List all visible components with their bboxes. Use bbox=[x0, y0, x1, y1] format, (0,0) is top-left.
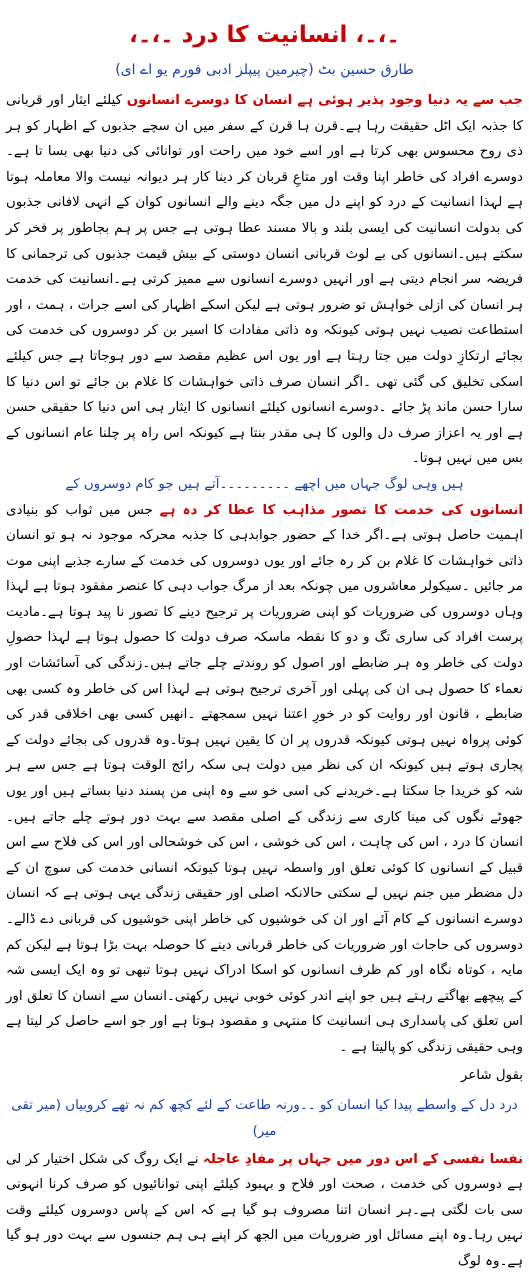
paragraph-2-lead: انسانوں کی خدمت کا تصور مذاہب کا عطا کر دہ ہے bbox=[159, 502, 523, 518]
paragraph-2 bbox=[6, 498, 523, 1061]
poet-attribution: بقول شاعر bbox=[460, 1067, 523, 1083]
couplet-1: ہیں وہی لوگ جہاں میں اچھے ۔۔۔۔۔۔۔۔۔آتے ہیں جو کام دوسروں کے bbox=[65, 476, 464, 492]
paragraph-1-body: کیلئے ایثار اور قربانی کا جذبہ ایک اٹل حقیقت رہا ہے۔قرن ہا قرن کے سفر میں ان سچے جذبوں کے اظہار کو ہر ذی روح محسوس بھی کرتا ہے اور اسے خود میں راحت اور توانائی کی دنیا بھی بسا تا ہے۔دوسرے افراد کی خاطر اپنا وقت اور متاعِ قربان کر دینا کار ہر دیوانہ نیست والا معاملہ ہوتا ہے لہذا انسانیت کے درد کو اپنے دل میں جگہ دینے والے انسانوں کوان کے انہی لافانی جذبوں کی بدولت انسانیت کی ایسی بلند و بالا مسند عطا ہوتی ہے جس پر ہم بجاطور پر فخر کر سکتے ہیں۔انسانوں کی بے لوث قربانی انسان دوستی کے بیش قیمت جذبوں کی ترجمانی کا فریضہ سر انجام دیتی ہے اور انہیں دوسرے انسانوں سے ممیز کرتی ہے۔انسانیت کی خدمت ہر انسان کی ازلی خواہش تو ضرور ہوتی ہے لیکن اسکے اظہار کی اسے جرات ، ہمت ، اور استطاعت نصیب نہیں ہوتی کیونکہ وہ ذاتی مفادات کا اسیر بن کر دوسروں کی خدمت کی بجائے ارتکازِ دولت میں جتا رہتا ہے اور یوں اس عظیم مقصد سے دور ہوجاتا ہے جس کیلئے اسکی تخلیق کی گئی تھی ۔اگر انسان صرف ذاتی خواہشات کا غلام بن جائے تو اس دنیا کا سارا حسن ماند پڑ جائے ۔دوسرے انسانوں کیلئے انسانوں کا ایثار ہی اس دنیا کا حقیقی حسن ہے اور یہ اعزاز صرف دل والوں کا ہی مقدر بنتا ہے کیونکہ اس راہ پر چلنا عام انسانوں کے بس میں نہیں ہوتا۔ bbox=[6, 93, 523, 467]
paragraph-3 bbox=[6, 1147, 523, 1275]
paragraph-1 bbox=[6, 88, 523, 472]
paragraph-1-lead: جب سے یہ دنیا وجود پذیر ہوئی ہے انسان کا دوسرے انسانوں bbox=[126, 93, 523, 108]
couplet-2: درد دل کے واسطے پیدا کیا انسان کو ۔۔ورنہ طاعت کے لئے کچھ کم نہ تھے کروبیاں (میر تقی میر) bbox=[11, 1097, 518, 1139]
author-byline: طارق حسین بٹ (چیرمین پیپلز ادبی فورم یو اے ای) bbox=[115, 62, 414, 78]
paragraph-2-body: جس میں ثواب کو بنیادی اہمیت حاصل ہوتی ہے۔اگر خدا کے حضور جوابدہی کا جذبہ محرکہ موجود نہ ہو تو انسان ذاتی خواہشات کا غلام بن کر رہ جائے اور یوں دوسروں کی خدمت کے سارے جذبے اپنی موت مر جائیں ۔سیکولر معاشروں میں چونکہ بعد از مرگ جواب دہی کا عنصر مفقود ہوتا ہے لہذا وہاں دوسروں کی ضروریات کو اپنی ضروریات پر ترجیح دینے کا تصور نا پید ہوتا ہے۔مادیت پرست افراد کی ساری تگ و دو کا نقطہ ماسکہ صرف دولت کا حصول ہوتا ہے لہذا حصولِ دولت کی خاطر وہ ہر ضابطے اور اصول کو روندتے چلے جاتے ہیں۔زندگی کی آسائشات اور نعماء کا حصول ہی ان کی پہلی اور آخری ترجیح ہوتی ہے لہذا اس کی خاطر وہ کسی بھی ضابطے ، قانون اور روایت کو در خورِ اعتنا نہیں سمجھتے ۔انھیں کسی بھی اخلاقی قدر کی کوئی پرواہ نہیں ہوتی کیونکہ قدروں پر ان کا یقین نہیں ہوتا۔وہ قدروں کی بجائے دولت کے پجاری ہوتے ہیں کیونکہ ان کی نظر میں دولت ہی سکہ رائج الوقت ہوتا ہے جس سے ہر شہ کو خریدا جا سکتا ہے۔خریدنے کی اسی خو سے وہ اپنی من پسند دنیا بساتے ہیں اور یوں جھوٹے نگوں کی مینا کاری سے زندگی کے اصلی مقصد سے بہت دور ہوتے چلے جاتے ہیں۔انسان کا درد ، اس کی چاہت ، اس کی خوشی ، اس کی خوشحالی اور اس کی فلاح سے اس قبیل کے انسانوں کا کوئی تعلق اور واسطہ نہیں ہوتا کیونکہ انسانی خدمت کی سوچ ان کے دل مضطر میں جنم نہیں لے سکتی حالانکہ اصلی اور حقیقی زندگی یہی ہوتی ہے کہ انسان دوسرے انسانوں کے کام آئے اور ان کی خوشیوں کی خاطر اپنی خوشیوں کی قربانی دے ڈالے۔دوسروں کی حاجات اور ضروریات کی خاطر قربانی دینے کا حوصلہ بہت بڑا ہوتا ہے لیکن کم مایہ ، کوتاہ نگاہ اور کم ظرف انسانوں کو اسکا ادراک نہیں ہوتا تبھی تو وہ ایک ایسی شہ کے پیچھے بھاگتے رہتے ہیں جو اپنے اندر کوئی خوبی نہیں رکھتی۔انسان سے انسان کا تعلق اور اس تعلق کی پاسداری ہی انسانیت کا منتہی و مقصود ہوتا ہے اور جو اسے حاصل کر لیتا ہے وہی حقیقی زندگی کو پالیتا ہے ۔ bbox=[6, 502, 523, 1055]
article-title: ۔،۔، انسانیت کا درد ۔،۔، bbox=[129, 22, 400, 48]
paragraph-3-body: نے ایک روگ کی شکل اختیار کر لی ہے دوسروں کی خدمت ، صحت اور فلاح و بہبود کیلئے اپنی توانائیوں کو صرف کرنا انہونی سی بات لگتی ہے۔ہر انسان اتنا مصروف ہو گیا ہے کہ اس کے پاس دوسروں کیلئے وقت نہیں رہا۔وہ اپنے مسائل اور ضروریات میں الجھ کر اپنے ہی ہم جنسوں سے بہت دور ہو گیا ہے۔وہ لوگ bbox=[6, 1151, 523, 1269]
paragraph-3-lead: نفسا نفسی کے اس دور میں جہاں پر مفادِ عاجلہ bbox=[202, 1151, 523, 1167]
